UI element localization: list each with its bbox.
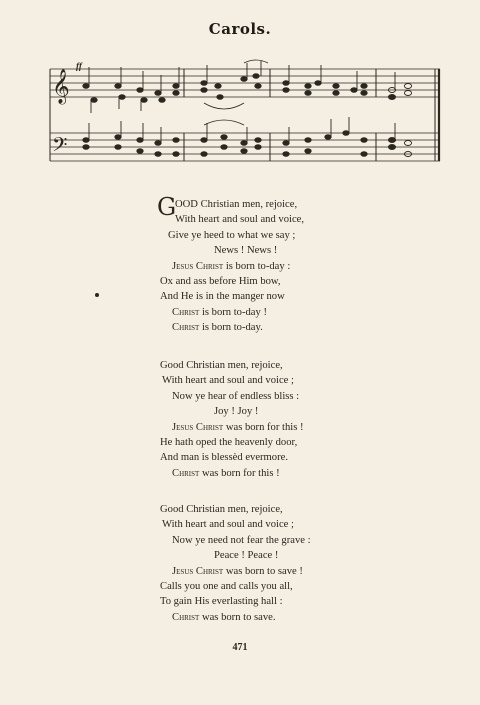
- verse-line: [172, 466, 280, 481]
- verse-text: To gain His everlasting hall :: [160, 596, 283, 608]
- verse-text: With heart and soul and voice ;: [162, 375, 294, 387]
- running-head: Carols.: [208, 20, 272, 38]
- small-caps-name: Jesus Christ: [172, 421, 224, 433]
- small-caps-name: Christ: [172, 467, 200, 479]
- verse-line: [160, 594, 283, 609]
- verse-text: Give ye heed to what we say ;: [168, 229, 296, 241]
- stray-dot: [95, 293, 99, 297]
- dynamic-mark: ff: [76, 61, 82, 71]
- verse-line: [160, 289, 285, 304]
- verse-text: Good Christian men, rejoice,: [160, 360, 283, 371]
- staff-lines: [50, 69, 440, 161]
- small-caps-name: Christ: [172, 306, 200, 318]
- verse-text: was born for this !: [223, 421, 304, 433]
- verse-line: [172, 533, 311, 548]
- verse-text: He hath oped the heavenly door,: [160, 437, 298, 448]
- small-caps-name: Jesus Christ: [172, 260, 224, 272]
- small-caps-name: Christ: [172, 322, 200, 334]
- verse-text: With heart and soul and voice ;: [162, 519, 294, 531]
- verse-line: [214, 404, 258, 419]
- small-caps-name: Jesus Christ: [172, 565, 224, 577]
- verse-text: Now ye hear of endless bliss :: [172, 390, 300, 402]
- verse-text: With heart and soul and voice,: [175, 214, 305, 226]
- verse-line: [160, 502, 283, 517]
- verse-line: [162, 517, 294, 532]
- verse-line: [172, 320, 263, 335]
- music-score: [46, 55, 446, 170]
- verse-line: [160, 274, 281, 289]
- verse-text: is born to-day :: [223, 260, 291, 272]
- verse-line: [162, 373, 294, 388]
- verse-line: [172, 610, 276, 625]
- verse-line: [172, 305, 267, 320]
- lower-staff-notes: [83, 117, 412, 157]
- verse-text: Good Christian men, rejoice,: [160, 504, 283, 515]
- verse-line: [172, 420, 304, 435]
- verse-line: [160, 358, 283, 373]
- bass-clef-icon: 𝄢: [52, 135, 68, 161]
- verse-text: And He is in the manger now: [160, 291, 285, 303]
- verse-text: was born for this !: [199, 467, 280, 479]
- verse-text: is born to-day.: [199, 322, 263, 334]
- verse-line: [160, 435, 297, 450]
- verse-line: [175, 212, 304, 227]
- verse-text: Ox and ass before Him bow,: [160, 276, 281, 287]
- verse-line: [160, 450, 288, 465]
- verse-line: [172, 564, 303, 579]
- verse-text: News ! News !: [214, 245, 278, 257]
- treble-clef-icon: 𝄞: [52, 70, 70, 103]
- verse-text: is born to-day !: [199, 306, 267, 318]
- verse-text: Calls you one and calls you all,: [160, 581, 293, 592]
- verse-line: [172, 259, 290, 274]
- upper-staff-notes: [83, 60, 412, 113]
- verse-text: was born to save.: [199, 611, 276, 623]
- verse-line: [160, 579, 293, 594]
- verse-line: [172, 389, 299, 404]
- verse-line: [214, 243, 277, 258]
- verse-text: OOD Christian men, rejoice,: [175, 199, 298, 210]
- verse-line: [168, 228, 295, 243]
- page-number: 471: [232, 642, 248, 653]
- small-caps-name: Christ: [172, 611, 200, 623]
- verse-text: was born to save !: [223, 565, 303, 577]
- verse-line: [214, 548, 278, 563]
- drop-cap: G: [157, 193, 177, 221]
- verse-text: And man is blessèd evermore.: [160, 452, 288, 464]
- verse-text: Now ye need not fear the grave :: [172, 534, 311, 546]
- verse-text: Peace ! Peace !: [214, 550, 279, 562]
- verse-text: Joy ! Joy !: [214, 406, 259, 418]
